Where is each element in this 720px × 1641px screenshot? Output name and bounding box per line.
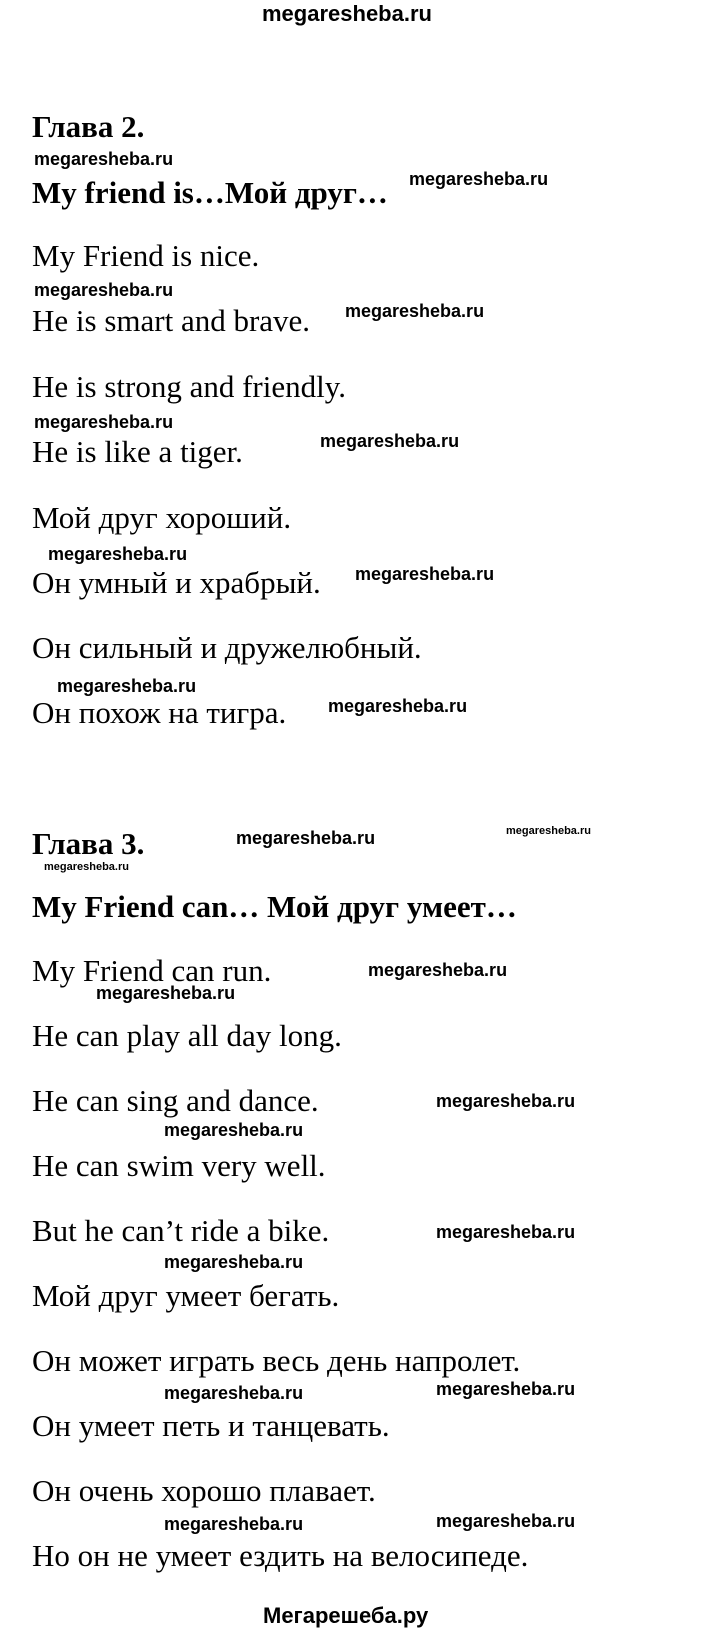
watermark: megaresheba.ru: [34, 412, 174, 432]
chapter2-title: Глава 2.: [32, 109, 145, 144]
watermark: megaresheba.ru: [436, 1379, 576, 1399]
watermark: megaresheba.ru: [355, 564, 495, 584]
watermark: megaresheba.ru: [164, 1120, 304, 1140]
chapter3-line: He can play all day long.: [32, 1018, 342, 1053]
chapter2-line: He is like a tiger.: [32, 434, 243, 469]
watermark: megaresheba.ru: [96, 983, 236, 1003]
chapter2-line: Мой друг хороший.: [32, 500, 292, 535]
watermark: megaresheba.ru: [164, 1383, 304, 1403]
watermark: megaresheba.ru: [164, 1252, 304, 1272]
watermark: megaresheba.ru: [409, 169, 549, 189]
chapter2-line: He is smart and brave.: [32, 303, 311, 338]
chapter3-subtitle: My Friend can… Мой друг умеет…: [32, 889, 517, 924]
watermark: megaresheba.ru: [436, 1511, 576, 1531]
watermark: megaresheba.ru: [506, 825, 591, 837]
chapter3-line: Но он не умеет ездить на велосипеде.: [32, 1538, 529, 1573]
chapter2-line: He is strong and friendly.: [32, 369, 346, 404]
watermark: megaresheba.ru: [164, 1514, 304, 1534]
watermark: megaresheba.ru: [345, 301, 485, 321]
chapter2-line: Он похож на тигра.: [32, 695, 287, 730]
watermark: megaresheba.ru: [44, 861, 129, 873]
chapter3-line: Он очень хорошо плавает.: [32, 1473, 376, 1508]
watermark: megaresheba.ru: [236, 828, 376, 848]
site-header: megaresheba.ru: [262, 1, 432, 26]
chapter3-line: Он умеет петь и танцевать.: [32, 1408, 390, 1443]
watermark: megaresheba.ru: [34, 149, 174, 169]
chapter3-line: He can swim very well.: [32, 1148, 326, 1183]
watermark: megaresheba.ru: [328, 696, 468, 716]
chapter2-subtitle: My friend is…Мой друг…: [32, 175, 388, 210]
chapter3-line: My Friend can run.: [32, 953, 272, 988]
watermark: megaresheba.ru: [368, 960, 508, 980]
chapter3-line: He can sing and dance.: [32, 1083, 319, 1118]
watermark: megaresheba.ru: [436, 1091, 576, 1111]
watermark: megaresheba.ru: [436, 1222, 576, 1242]
chapter3-line: Он может играть весь день напролет.: [32, 1343, 521, 1378]
watermark: megaresheba.ru: [34, 280, 174, 300]
watermark: megaresheba.ru: [48, 544, 188, 564]
chapter3-title: Глава 3.: [32, 826, 145, 861]
site-footer: Мегарешеба.ру: [263, 1603, 429, 1628]
chapter3-line: But he can’t ride a bike.: [32, 1213, 330, 1248]
chapter3-line: Мой друг умеет бегать.: [32, 1278, 340, 1313]
chapter2-line: Он умный и храбрый.: [32, 565, 321, 600]
watermark: megaresheba.ru: [320, 431, 460, 451]
watermark: megaresheba.ru: [57, 676, 197, 696]
chapter2-line: My Friend is nice.: [32, 238, 260, 273]
chapter2-line: Он сильный и дружелюбный.: [32, 630, 422, 665]
